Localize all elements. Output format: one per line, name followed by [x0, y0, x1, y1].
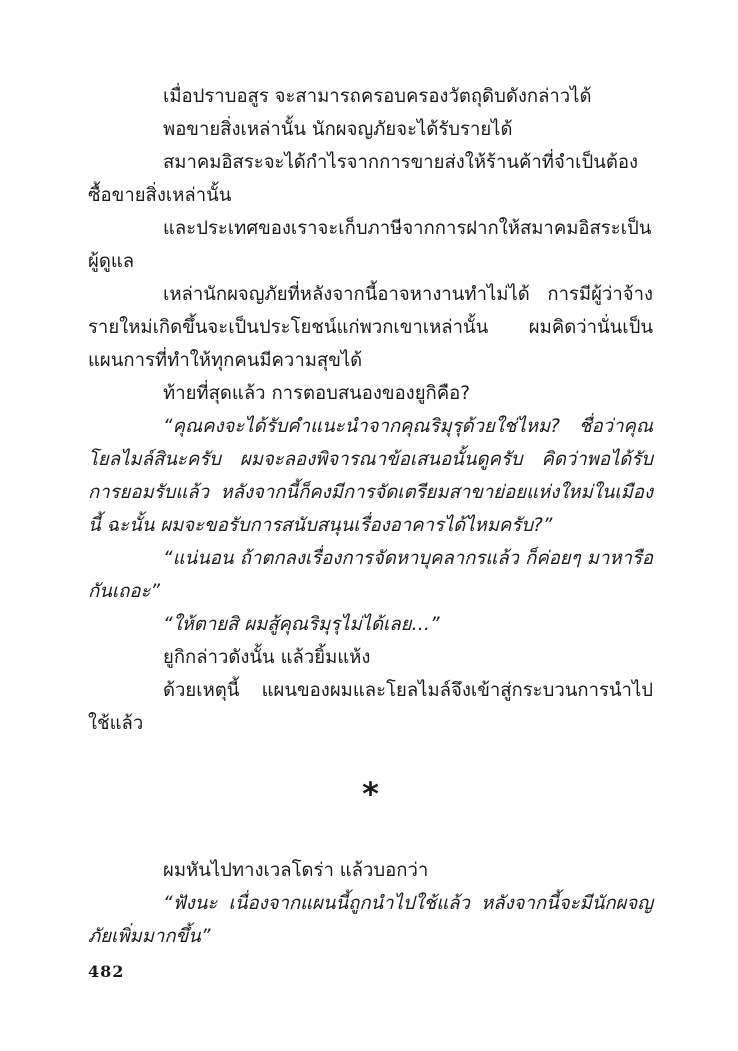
dialogue-paragraph: “ให้ตายสิ ผมสู้คุณริมุรุไม่ได้เลย…” — [163, 614, 440, 635]
dialogue-paragraph: “ฟังนะ เนื่องจากแผนนี้ถูกนำไปใช้แล้ว หลังจากนี้จะมีนักผจญภัยเพิ่มมากขึ้น” — [88, 893, 653, 947]
dialogue-paragraph: “คุณคงจะได้รับคำแนะนำจากคุณริมุรุด้วยใช่ไหม? ชื่อว่าคุณโยลไมล์สินะครับ ผมจะลองพิจารณาข้อเสนอนั้นดูครับ คิดว่าพอได้รับการยอมรับแล้ว หลังจากนี้ก็คงมีการจัดเตรียมสาขาย่อยแห่งใหม่ในเมืองนี้ ฉะนั้น ผมจะขอรับการสนับสนุนเรื่องอาคารได้ไหมครับ?” — [88, 416, 653, 536]
dialogue-paragraph: “แน่นอน ถ้าตกลงเรื่องการจัดหาบุคลากรแล้ว ก็ค่อยๆ มาหารือกันเถอะ” — [88, 548, 653, 602]
paragraph: สมาคมอิสระจะได้กำไรจากการขายส่งให้ร้านค้าที่จำเป็นต้องซื้อขายสิ่งเหล่านั้น — [88, 152, 639, 206]
paragraph: ผมหันไปทางเวลโดร่า แล้วบอกว่า — [163, 860, 429, 881]
section-separator: * — [362, 775, 379, 813]
paragraph: และประเทศของเราจะเก็บภาษีจากการฝากให้สมาคมอิสระเป็นผู้ดูแล — [88, 218, 652, 272]
paragraph: เหล่านักผจญภัยที่หลังจากนี้อาจหางานทำไม่ได้ การมีผู้ว่าจ้างรายใหม่เกิดขึ้นจะเป็นประโยชน์แก่พวกเขาเหล่านั้น ผมคิดว่านั่นเป็นแผนการที่ทำให้ทุกคนมีความสุขได้ — [88, 284, 653, 371]
text-section-2 — [88, 854, 653, 953]
text-section-1 — [88, 80, 653, 740]
page-number: 482 — [88, 962, 125, 981]
paragraph: ยูกิกล่าวดังนั้น แล้วยิ้มแห้ง — [163, 647, 371, 668]
page-body — [88, 80, 653, 953]
paragraph: เมื่อปราบอสูร จะสามารถครอบครองวัตถุดิบดังกล่าวได้ — [163, 86, 592, 107]
paragraph: ด้วยเหตุนี้ แผนของผมและโยลไมล์จึงเข้าสู่กระบวนการนำไปใช้แล้ว — [88, 680, 653, 734]
paragraph: ท้ายที่สุดแล้ว การตอบสนองของยูกิคือ? — [163, 383, 471, 404]
paragraph: พอขายสิ่งเหล่านั้น นักผจญภัยจะได้รับรายได้ — [163, 119, 513, 140]
